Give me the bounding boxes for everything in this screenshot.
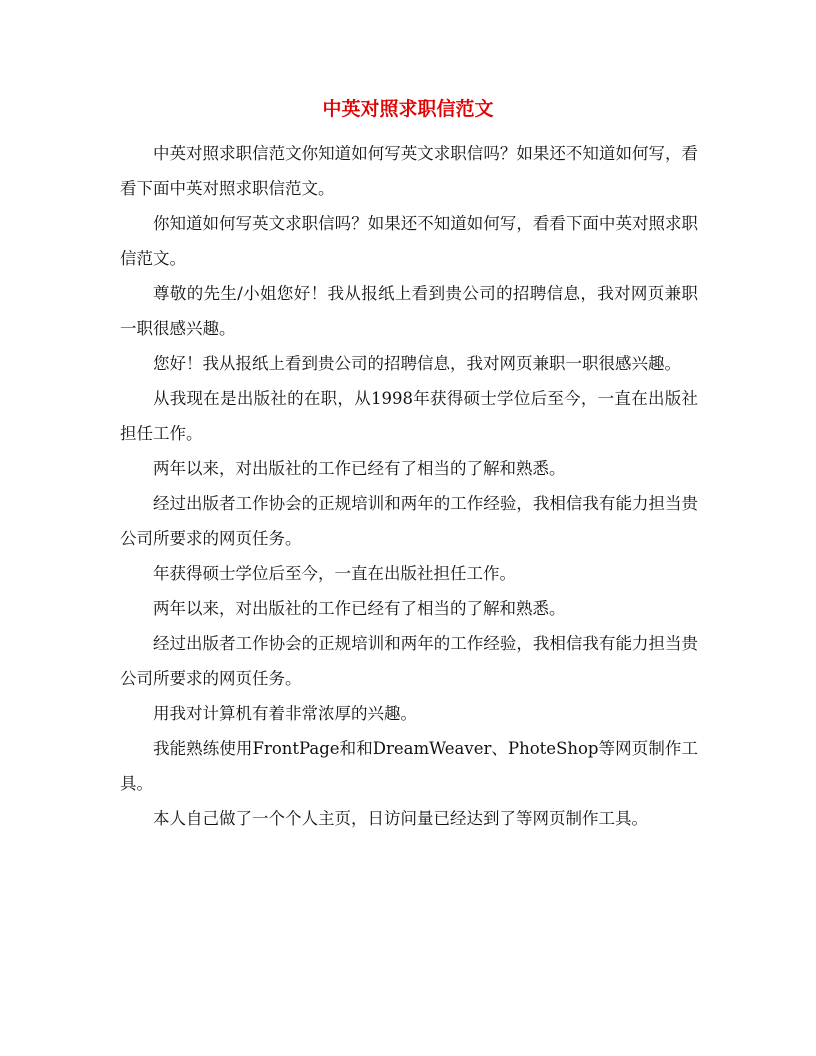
paragraph: 您好！我从报纸上看到贵公司的招聘信息，我对网页兼职一职很感兴趣。 — [153, 354, 681, 373]
paragraph: 从我现在是出版社的在职，从1998年获得硕士学位后至今，一直在出版社担任工作。 — [120, 389, 698, 443]
paragraph: 我能熟练使用FrontPage和和DreamWeaver、PhoteShop等网页制作工具。 — [120, 739, 698, 793]
paragraph: 年获得硕士学位后至今，一直在出版社担任工作。 — [153, 564, 516, 583]
paragraph: 本人自己做了一个个人主页，日访问量已经达到了等网页制作工具。 — [153, 809, 648, 828]
paragraph: 经过出版者工作协会的正规培训和两年的工作经验，我相信我有能力担当贵公司所要求的网页任务。 — [120, 634, 698, 688]
paragraph: 两年以来，对出版社的工作已经有了相当的了解和熟悉。 — [153, 599, 566, 618]
paragraph: 尊敬的先生/小姐您好！我从报纸上看到贵公司的招聘信息，我对网页兼职一职很感兴趣。 — [120, 284, 698, 338]
document-body — [120, 136, 698, 836]
paragraph: 两年以来，对出版社的工作已经有了相当的了解和熟悉。 — [153, 459, 566, 478]
paragraph: 经过出版者工作协会的正规培训和两年的工作经验，我相信我有能力担当贵公司所要求的网页任务。 — [120, 494, 698, 548]
paragraph: 你知道如何写英文求职信吗？如果还不知道如何写，看看下面中英对照求职信范文。 — [120, 214, 698, 268]
paragraph: 中英对照求职信范文你知道如何写英文求职信吗？如果还不知道如何写，看看下面中英对照求职信范文。 — [120, 144, 698, 198]
document-title: 中英对照求职信范文 — [322, 98, 494, 120]
paragraph: 用我对计算机有着非常浓厚的兴趣。 — [153, 704, 417, 723]
